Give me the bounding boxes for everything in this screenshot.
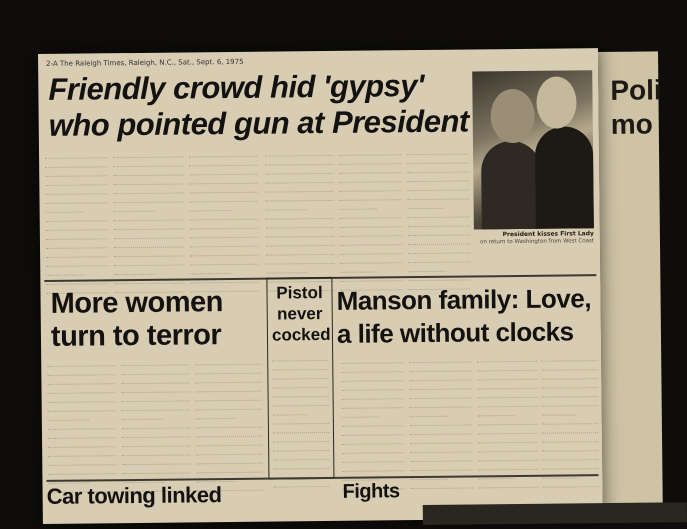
photo-caption: President kisses First Lady [502,230,594,239]
manson-headline: Manson family: Love, a life without clocks [336,283,592,349]
text-column [113,148,184,277]
women-headline: More women turn to terror [50,286,224,353]
newspaper-page [38,48,603,524]
text-column [189,148,258,277]
photo-subcaption: on return to Washington from West Coast [480,238,595,246]
masthead: 2-A The Raleigh Times, Raleigh, N.C., Sat., Sept. 6, 1975 [46,57,244,68]
towing-headline: Car towing linked [46,482,222,509]
text-column [541,352,598,473]
photo-strip [423,502,687,525]
text-column [407,145,470,274]
text-column [47,357,116,478]
text-column [121,356,190,477]
adjacent-page [598,51,663,522]
text-column [195,356,262,477]
top-headline-line2: who pointed gun at President [48,103,469,143]
top-headline-line1: Friendly crowd hid 'gypsy' [48,67,425,107]
text-column [339,146,402,275]
pistol-box [266,277,334,480]
text-column [409,353,472,474]
news-photo [472,70,594,229]
pistol-box-text [272,352,329,473]
text-column [341,354,404,475]
text-column [45,149,108,278]
top-headline [48,67,469,143]
adjacent-page-headline: Poli mo [610,74,662,140]
pistol-box-title: Pistol never cocked [271,283,331,345]
text-column [477,353,538,474]
text-column [265,147,334,276]
fights-headline: Fights [342,480,400,503]
